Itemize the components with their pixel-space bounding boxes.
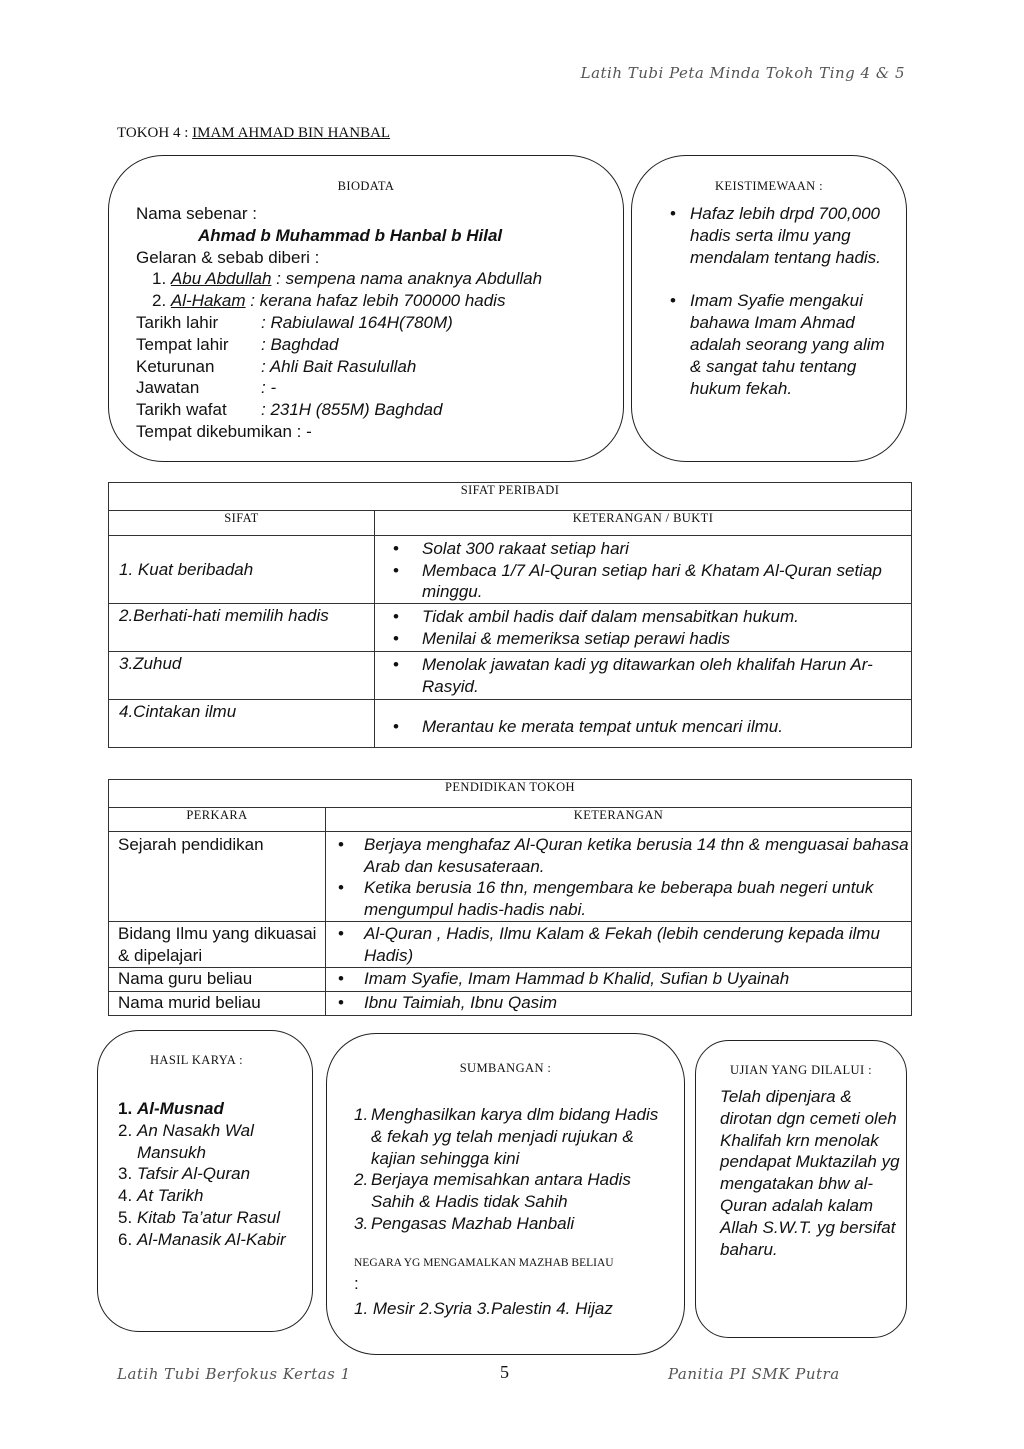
pendidikan-title: PENDIDIKAN TOKOH [109,780,912,808]
keistimewaan-list [670,203,896,399]
sifat-cell: 4.Cintakan ilmu [109,700,375,748]
list-item: 2. Berjaya memisahkan antara Hadis Sahih & Hadis tidak Sahih [354,1170,631,1212]
list-item: 4. At Tarikh [118,1186,204,1206]
negara-colon: : [354,1274,359,1293]
bukti-item: • Menolak jawatan kadi yg ditawarkan oleh khalifah Harun Ar-Rasyid. [375,654,911,697]
table-row [109,922,912,968]
sumbangan-box [326,1033,685,1355]
perkara-cell: Bidang Ilmu yang dikuasai & dipelajari [109,922,326,968]
keistimewaan-box [631,155,907,462]
table-row [109,832,912,922]
bukti-item: • Tidak ambil hadis daif dalam mensabitkan hukum. [375,606,911,628]
list-item: 3. Pengasas Mazhab Hanbali [354,1213,575,1233]
sumbangan-heading: SUMBANGAN : [459,1061,552,1075]
page-number: 5 [500,1362,509,1382]
gelaran-name: Abu Abdullah [170,269,272,289]
gelaran-label: Gelaran & sebab diberi : [136,247,320,267]
tokoh-name: IMAM AHMAD BIN HANBAL [192,125,391,141]
table-row [109,992,912,1016]
bio-row-tarikh-lahir: Tarikh lahir : Rabiulawal 164H(780M) [136,312,453,332]
table-row [109,536,912,604]
gelaran-item: 1. Abu Abdullah : sempena nama anaknya Abdullah [152,269,543,289]
hasil-karya-box [97,1030,313,1332]
gelaran-name: Al-Hakam [170,291,246,311]
perkara-cell: Sejarah pendidikan [109,832,326,922]
gelaran-item: 2. Al-Hakam : kerana hafaz lebih 700000 hadis [152,291,506,311]
ujian-text: Telah dipenjara & dirotan dgn cemeti oleh Khalifah krn menolak pendapat Muktazilah yg mengatakan bhw al-Quran adalah kalam Allah S.W.T. yg bersifat baharu. [720,1087,900,1259]
bio-row-keturunan: Keturunan : Ahli Bait Rasulullah [136,356,417,376]
bukti-item: • Merantau ke merata tempat untuk mencari ilmu. [375,716,911,738]
table-row [109,652,912,700]
pendidikan-tokoh-table [108,779,912,1016]
nama-value: Ahmad b Muhammad b Hanbal b Hilal [198,225,503,245]
keterangan-item: • Ibnu Taimiah, Ibnu Qasim [326,992,911,1014]
hasil-karya-heading: HASIL KARYA : [150,1053,243,1067]
list-item: 1. Al-Musnad [118,1099,224,1118]
tempat-dikebumikan: Tempat dikebumikan : - [136,421,312,441]
table-row [109,604,912,652]
sifat-cell: 3.Zuhud [109,652,375,700]
footer-left: Latih Tubi Berfokus Kertas 1 [117,1365,351,1383]
footer-right: Panitia PI SMK Putra [668,1365,840,1383]
list-item: 3. Tafsir Al-Quran [118,1164,251,1184]
keistimewaan-item: • Hafaz lebih drpd 700,000 hadis serta ilmu yang mendalam tentang hadis. [670,203,896,268]
sifat-col-header: SIFAT [109,511,375,536]
keterangan-col-header: KETERANGAN [326,808,912,832]
table-row [109,700,912,748]
negara-list: 1. Mesir 2.Syria 3.Palestin 4. Hijaz [354,1299,613,1318]
perkara-cell: Nama murid beliau [109,992,326,1016]
biodata-heading: BIODATA [337,179,395,193]
sifat-cell: 2.Berhati-hati memilih hadis [109,604,375,652]
bukti-item: • Solat 300 rakaat setiap hari [375,538,911,560]
bio-row-jawatan: Jawatan : - [136,378,277,398]
list-item: 5. Kitab Ta’atur Rasul [118,1207,281,1227]
keistimewaan-heading: KEISTIMEWAAN : [714,179,824,193]
page-header: Latih Tubi Peta Minda Tokoh Ting 4 & 5 [580,64,905,82]
list-item: 1. Menghasilkan karya dlm bidang Hadis & fekah yg telah menjadi rujukan & kajian sehingga kini [354,1105,659,1168]
sumbangan-list [354,1104,674,1235]
negara-heading: NEGARA YG MENGAMALKAN MAZHAB BELIAU [354,1257,614,1269]
keterangan-item: • Berjaya menghafaz Al-Quran ketika berusia 14 thn & menguasai bahasa Arab dan kesusateraan. [326,834,911,877]
tokoh-prefix: TOKOH 4 : [117,125,193,141]
perkara-col-header: PERKARA [109,808,326,832]
hasil-karya-list [118,1098,298,1251]
biodata-content [136,203,542,443]
biodata-box [108,155,624,462]
keterangan-item: • Al-Quran , Hadis, Ilmu Kalam & Fekah (lebih cenderung kepada ilmu Hadis) [326,923,911,966]
table-row [109,968,912,992]
bio-row-tarikh-wafat: Tarikh wafat : 231H (855M) Baghdad [136,400,443,420]
sifat-cell: 1. Kuat beribadah [109,536,375,604]
bukti-col-header: KETERANGAN / BUKTI [375,511,912,536]
ujian-box [695,1040,907,1338]
bukti-item: • Menilai & memeriksa setiap perawi hadis [375,628,911,650]
list-item: 6. Al-Manasik Al-Kabir [118,1229,286,1249]
list-item: 2. An Nasakh Wal Mansukh [118,1120,254,1162]
keterangan-item: • Imam Syafie, Imam Hammad b Khalid, Sufian b Uyainah [326,968,911,990]
sifat-peribadi-title: SIFAT PERIBADI [109,483,912,511]
keistimewaan-item: • Imam Syafie mengakui bahawa Imam Ahmad adalah seorang yang alim & sangat tahu tentang hukum fekah. [670,290,896,399]
sifat-peribadi-table [108,482,912,748]
nama-label: Nama sebenar : [136,204,257,223]
ujian-heading: UJIAN YANG DILALUI : [730,1063,872,1077]
tokoh-title [117,125,390,142]
bio-row-tempat-lahir: Tempat lahir : Baghdad [136,334,339,354]
perkara-cell: Nama guru beliau [109,968,326,992]
bukti-item: • Membaca 1/7 Al-Quran setiap hari & Khatam Al-Quran setiap minggu. [375,560,911,603]
keterangan-item: • Ketika berusia 16 thn, mengembara ke beberapa buah negeri untuk mengumpul hadis-hadis nabi. [326,877,911,920]
